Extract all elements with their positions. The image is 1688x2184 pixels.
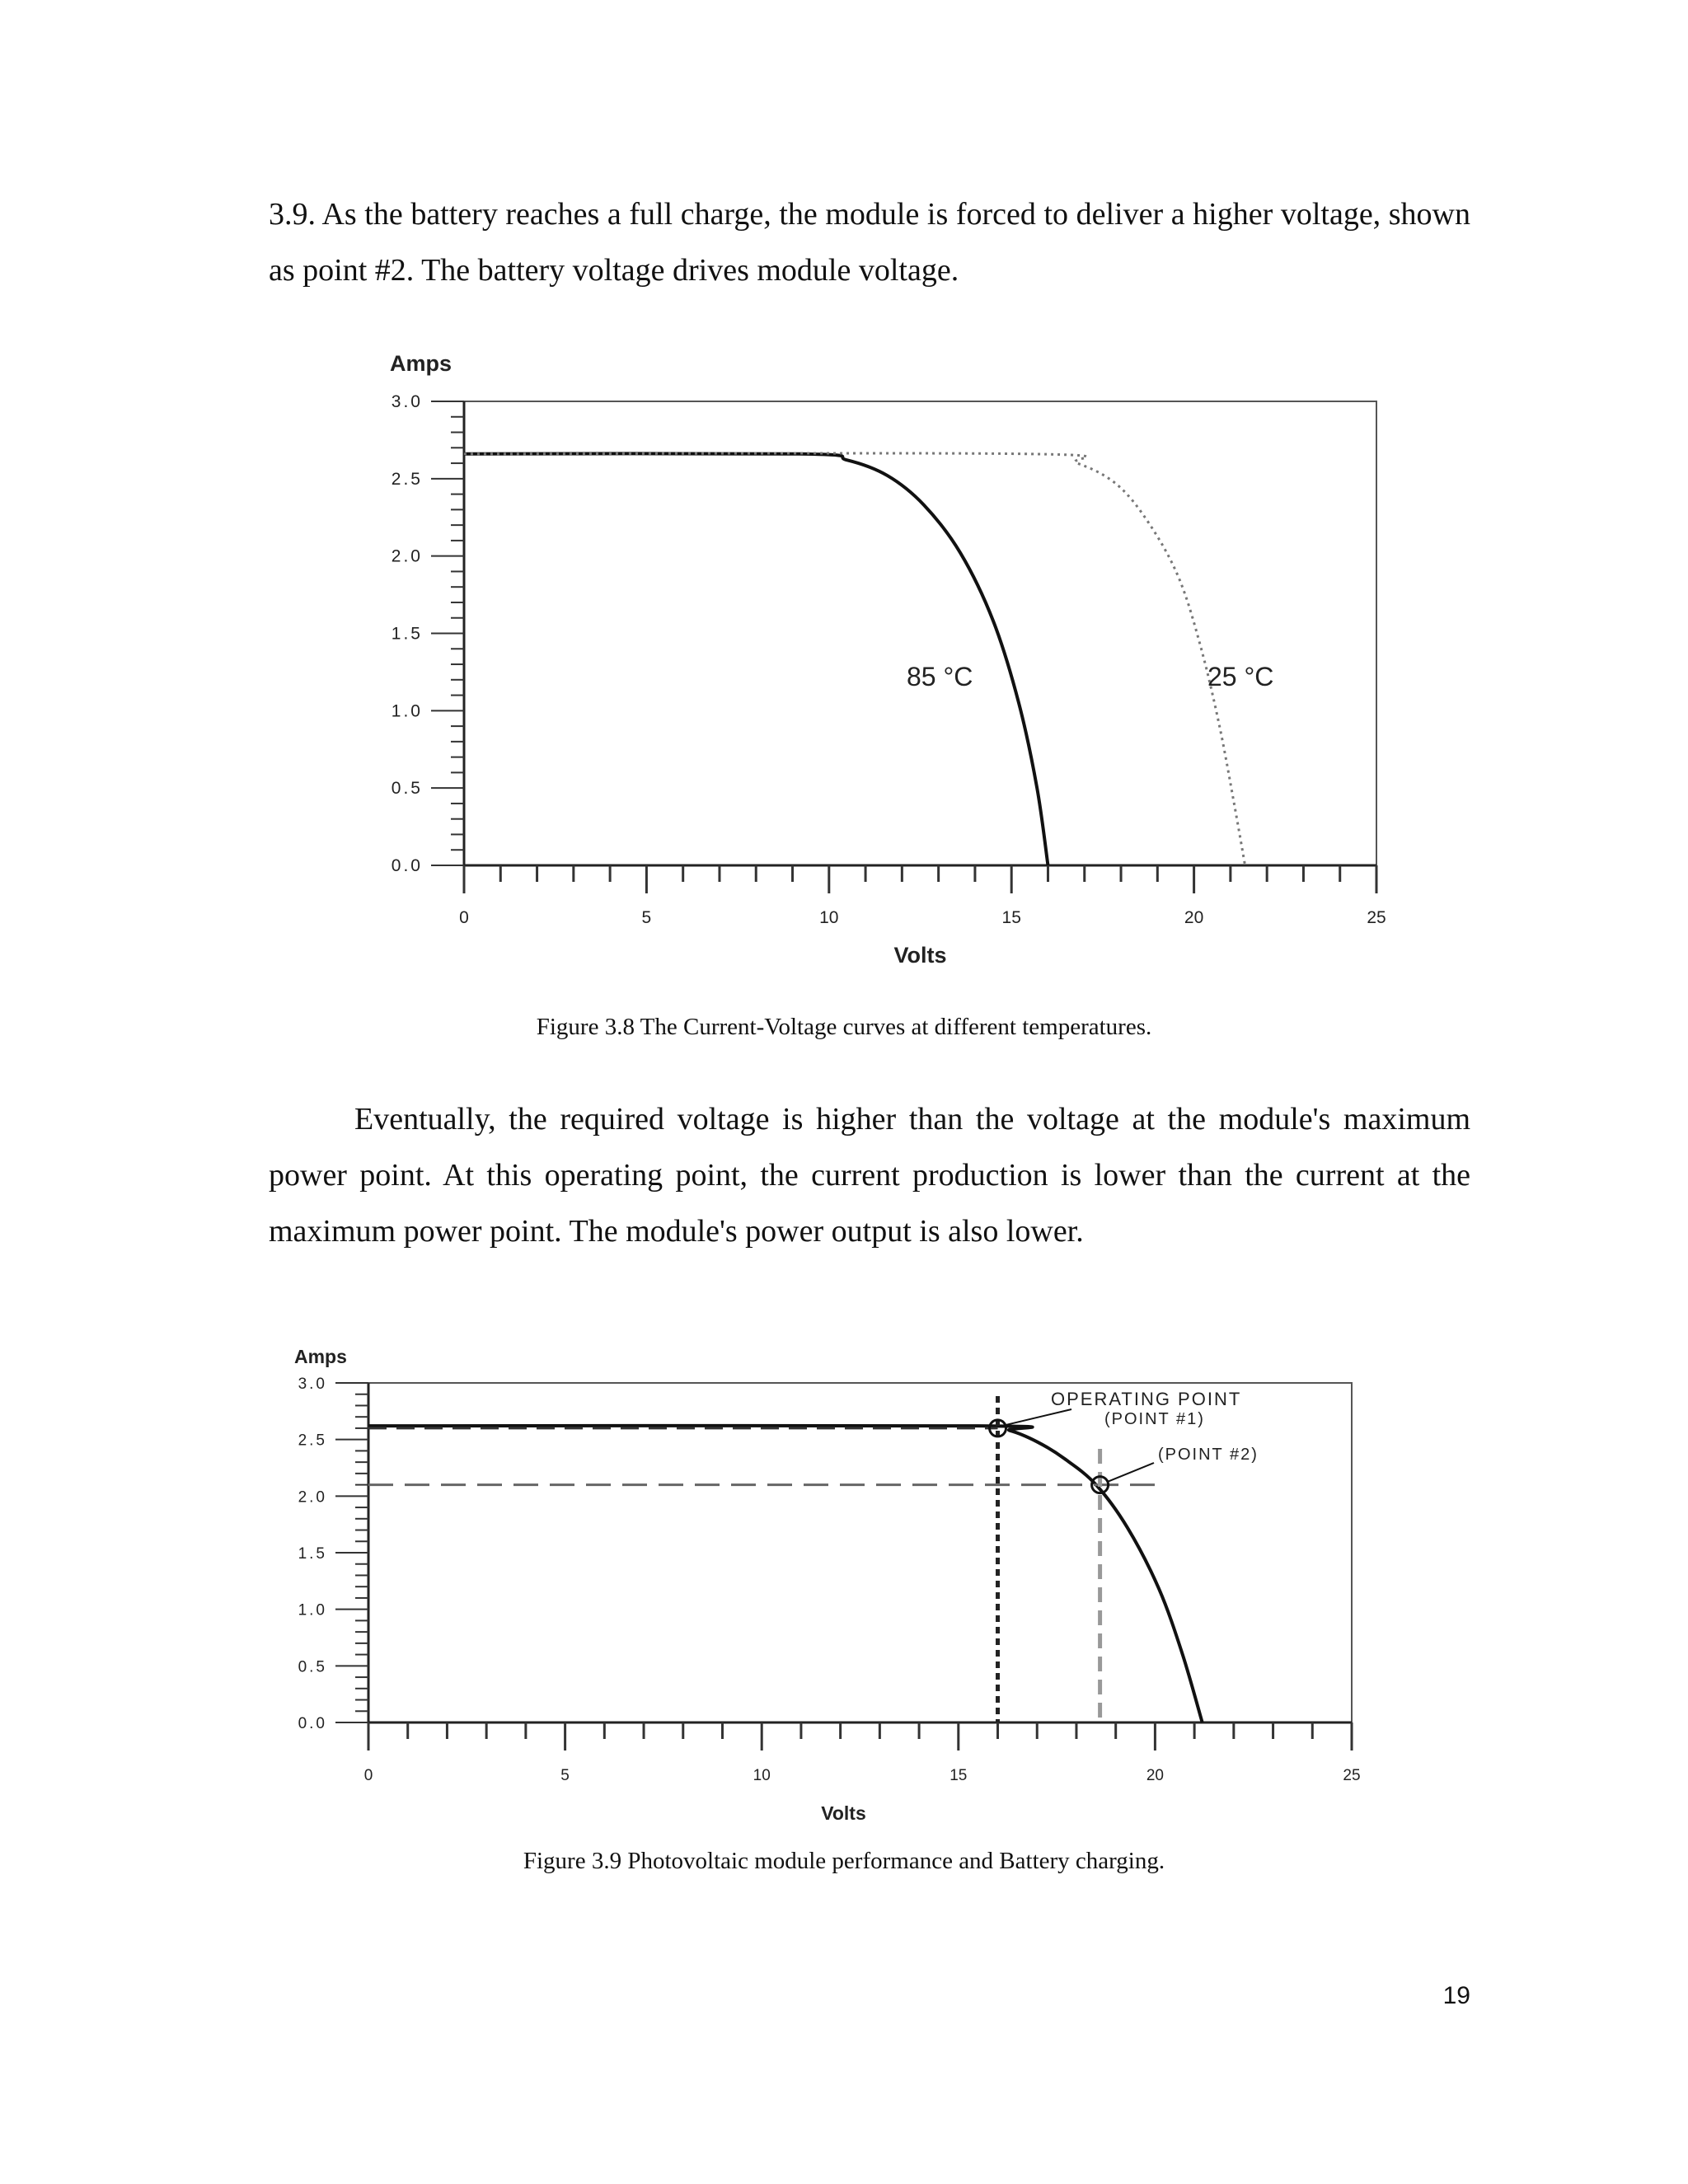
y-tick-label: 3.0: [298, 1376, 327, 1393]
point1-leader: [1006, 1409, 1071, 1425]
x-tick-label: 10: [753, 1767, 771, 1784]
y-tick-label: 2.5: [391, 469, 423, 489]
y-tick-label: 0.5: [298, 1658, 327, 1676]
x-tick-label: 25: [1367, 908, 1386, 927]
paragraph-max-power: Eventually, the required voltage is higher than the voltage at the module's maximum power point. At this operating point, the current production is lower than the current at the maximum power point. The module's power output is also lower.: [269, 1102, 1470, 1249]
y-tick-label: 1.5: [298, 1545, 327, 1563]
y-axis-label: Amps: [390, 351, 452, 376]
x-tick-label: 5: [560, 1767, 570, 1784]
point2-leader: [1109, 1463, 1154, 1482]
x-tick-label: 5: [641, 908, 652, 927]
y-tick-label: 0.0: [391, 856, 423, 875]
y-tick-label: 1.0: [298, 1601, 327, 1619]
x-axis-label: Volts: [893, 943, 947, 968]
y-tick-label: 0.0: [298, 1715, 327, 1732]
x-axis-label: Volts: [821, 1802, 866, 1824]
x-tick-label: 20: [1146, 1767, 1164, 1784]
y-axis-label: Amps: [294, 1346, 347, 1367]
paragraph-intro: 3.9. As the battery reaches a full charge, the module is forced to deliver a higher voltage, shown as point #2. The battery voltage drives module voltage.: [269, 197, 1470, 288]
annotation-85c: 85 °C: [907, 662, 973, 691]
x-tick-label: 0: [363, 1767, 373, 1784]
annotation-25c: 25 °C: [1207, 662, 1274, 691]
annotation-point-1: (POINT #1): [1104, 1410, 1205, 1428]
y-tick-label: 1.0: [391, 701, 423, 721]
x-tick-label: 25: [1343, 1767, 1361, 1784]
figure-3-9-caption: Figure 3.9 Photovoltaic module performance and Battery charging.: [523, 1848, 1165, 1874]
x-tick-label: 15: [950, 1767, 968, 1784]
y-tick-label: 2.0: [298, 1488, 327, 1507]
x-tick-label: 15: [1001, 908, 1021, 927]
x-tick-label: 20: [1184, 908, 1204, 927]
y-tick-label: 0.5: [391, 779, 423, 799]
annotation-operating-point: OPERATING POINT: [1051, 1389, 1242, 1409]
page-number: 19: [1442, 1982, 1470, 2009]
y-tick-label: 1.5: [391, 624, 423, 644]
annotation-point-2: (POINT #2): [1158, 1446, 1259, 1464]
x-tick-label: 0: [459, 908, 469, 927]
series-line-1: [368, 1426, 1203, 1722]
x-tick-label: 10: [819, 908, 839, 927]
plot-frame: [368, 1383, 1352, 1722]
figure-3-8-caption: Figure 3.8 The Current-Voltage curves at different temperatures.: [536, 1014, 1152, 1040]
y-tick-label: 2.5: [298, 1432, 327, 1450]
y-tick-label: 2.0: [391, 546, 423, 566]
y-tick-label: 3.0: [391, 392, 423, 411]
